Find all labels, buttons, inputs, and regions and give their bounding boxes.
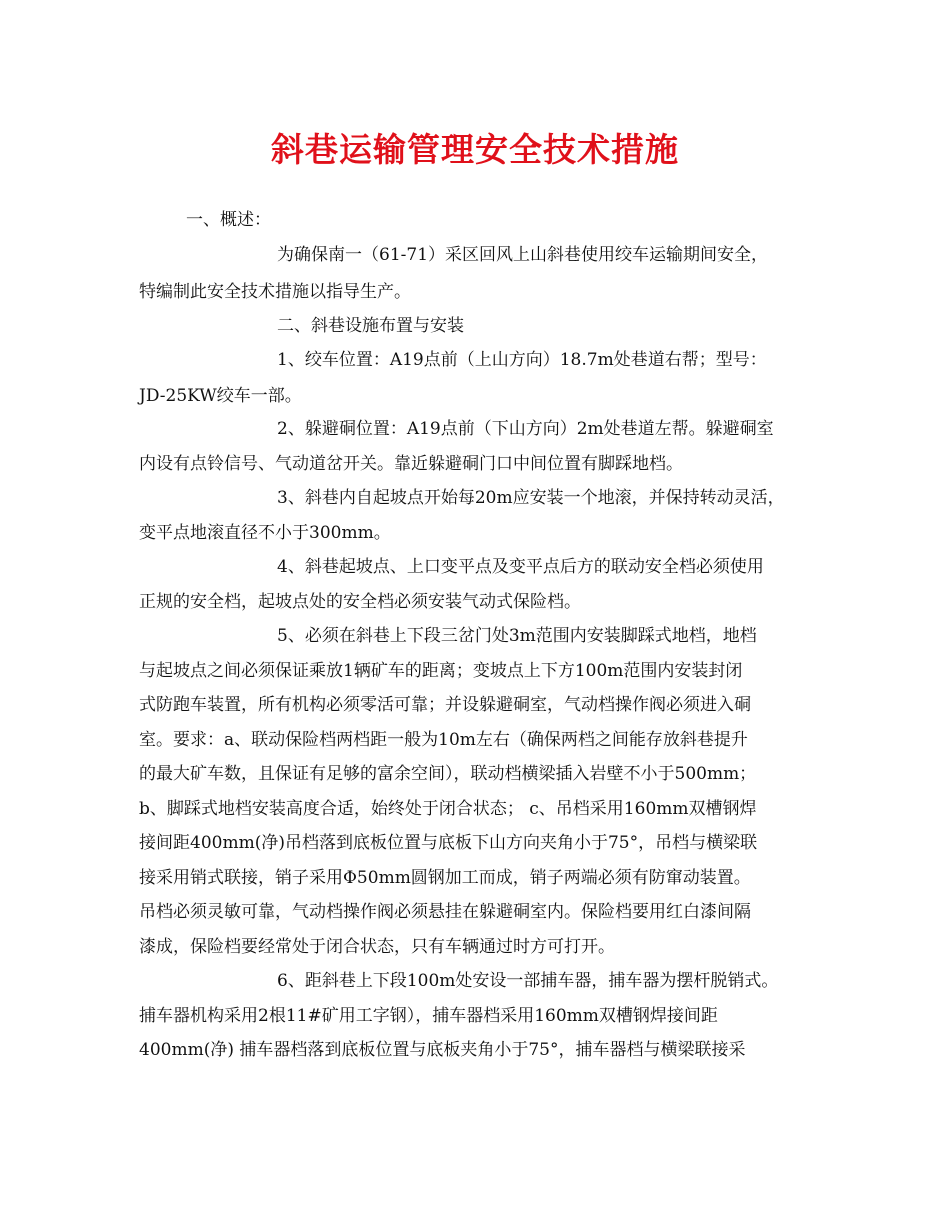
paragraph-line: 室。要求：a、联动保险档两档距一般为10m左右（确保两档之间能存放斜巷提升 [139, 730, 748, 750]
paragraph-line: 接采用销式联接，销子采用Φ50mm圆钢加工而成，销子两端必须有防窜动装置。 [139, 868, 751, 888]
paragraph-line: 5、必须在斜巷上下段三岔门处3m范围内安装脚踩式地档，地档 [277, 626, 757, 646]
paragraph-line: 的最大矿车数，且保证有足够的富余空间），联动档横梁插入岩壁不小于500mm； [139, 764, 757, 784]
paragraph-line: 4、斜巷起坡点、上口变平点及变平点后方的联动安全档必须使用 [277, 557, 764, 577]
paragraph-line: 式防跑车装置，所有机构必须零活可靠；并设躲避硐室，气动档操作阀必须进入硐 [139, 695, 751, 715]
section-heading-facilities: 二、斜巷设施布置与安装 [277, 316, 464, 336]
paragraph-line: 400mm(净) 捕车器档落到底板位置与底板夹角小于75°，捕车器档与横梁联接采 [139, 1040, 746, 1060]
paragraph-line: JD-25KW绞车一部。 [139, 386, 302, 406]
paragraph-line: 变平点地滚直径不小于300mm。 [139, 523, 391, 543]
paragraph-line: 捕车器机构采用2根11#矿用工字钢），捕车器档采用160mm双槽钢焊接间距 [139, 1006, 718, 1026]
paragraph-line: 接间距400mm(净)吊档落到底板位置与底板下山方向夹角小于75°，吊档与横梁联 [139, 833, 758, 853]
paragraph-line: 6、距斜巷上下段100m处安设一部捕车器，捕车器为摆杆脱销式。 [277, 971, 779, 991]
paragraph-line: 1、绞车位置：A19点前（上山方向）18.7m处巷道右帮；型号： [277, 350, 767, 370]
paragraph-line: 与起坡点之间必须保证乘放1辆矿车的距离；变坡点上下方100m范围内安装封闭 [139, 661, 743, 681]
paragraph-line: 为确保南一（61-71）采区回风上山斜巷使用绞车运输期间安全， [277, 245, 769, 265]
section-heading-overview: 一、概述： [186, 210, 271, 230]
paragraph-line: 3、斜巷内自起坡点开始每20m应安装一个地滚，并保持转动灵活， [277, 488, 785, 508]
paragraph-line: b、脚踩式地档安装高度合适，始终处于闭合状态； c、吊档采用160mm双槽钢焊 [139, 799, 757, 819]
paragraph-line: 特编制此安全技术措施以指导生产。 [139, 282, 411, 302]
paragraph-line: 漆成，保险档要经常处于闭合状态，只有车辆通过时方可打开。 [139, 937, 615, 957]
paragraph-line: 吊档必须灵敏可靠，气动档操作阀必须悬挂在躲避硐室内。保险档要用红白漆间隔 [139, 902, 751, 922]
paragraph-line: 2、躲避硐位置：A19点前（下山方向）2m处巷道左帮。躲避硐室 [277, 419, 774, 439]
paragraph-line: 正规的安全档，起坡点处的安全档必须安装气动式保险档。 [139, 592, 581, 612]
paragraph-line: 内设有点铃信号、气动道岔开关。靠近躲避硐门口中间位置有脚踩地档。 [139, 454, 683, 474]
page-title: 斜巷运输管理安全技术措施 [271, 130, 679, 169]
